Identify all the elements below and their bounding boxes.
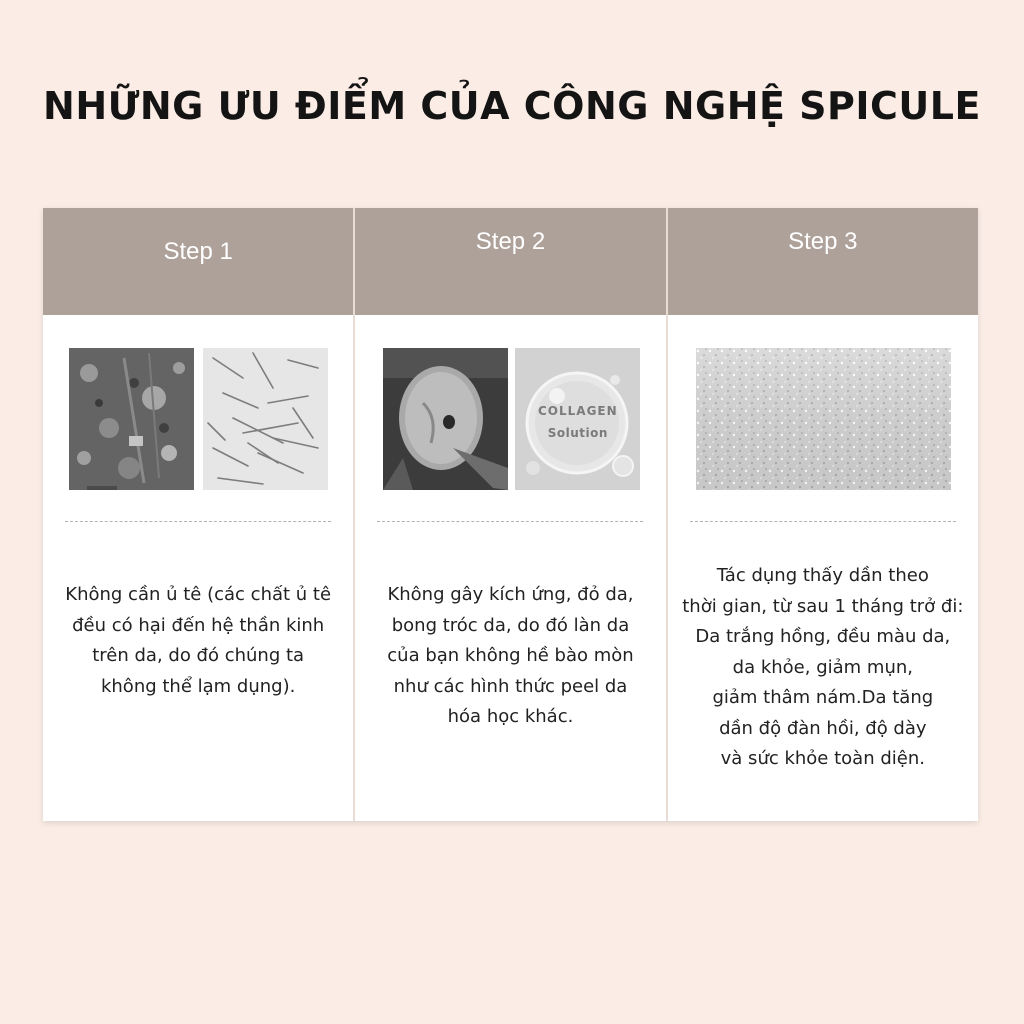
spicule-cross-section-image — [383, 348, 508, 490]
glitter-texture-image — [696, 348, 951, 490]
collagen-label: COLLAGEN — [537, 404, 618, 418]
description-line: như các hình thức peel da — [393, 675, 628, 697]
step-images-3 — [668, 348, 978, 490]
description-line: và sức khỏe toàn diện. — [720, 748, 925, 769]
step-images-2 — [355, 348, 665, 490]
spicule-needles-microscope-image — [203, 348, 328, 490]
step-header-1 — [43, 208, 353, 315]
description-line: không thể lạm dụng). — [100, 675, 296, 697]
description-line: trên da, do đó chúng ta — [92, 645, 305, 666]
collagen-bubble-image — [515, 348, 640, 490]
description-line: thời gian, từ sau 1 tháng trở đi: — [682, 595, 964, 617]
dashed-divider — [377, 521, 643, 522]
step-header-2 — [355, 208, 665, 315]
step-description-2 — [355, 580, 665, 733]
description-line: Tác dụng thấy dần theo — [716, 565, 929, 586]
dashed-divider — [65, 521, 331, 522]
description-line: đều có hại đến hệ thần kinh — [72, 614, 325, 636]
step-label: Step 2 — [475, 228, 546, 255]
description-line: da khỏe, giảm mụn, — [732, 656, 913, 678]
collagen-bubble-graphic — [515, 348, 640, 490]
step-header-3 — [668, 208, 978, 315]
description-line: bong tróc da, do đó làn da — [391, 614, 630, 636]
solution-label: Solution — [547, 426, 608, 440]
step-column-3 — [668, 208, 978, 821]
description-line: Da trắng hồng, đều màu da, — [695, 626, 951, 647]
step-label: Step 1 — [163, 238, 233, 265]
description-line: của bạn không hề bào mòn — [387, 645, 634, 666]
steps-table — [43, 208, 978, 821]
step-description-3 — [668, 561, 978, 775]
dark-particles-microscope-image — [69, 348, 194, 490]
step-description-1 — [43, 580, 353, 702]
description-line: dần độ đàn hồi, độ dày — [719, 717, 927, 739]
description-line: hóa học khác. — [447, 706, 574, 727]
step-column-2 — [355, 208, 665, 821]
step-images-1 — [43, 348, 353, 490]
dashed-divider — [690, 521, 956, 522]
step-label: Step 3 — [788, 228, 858, 255]
page-title: NHỮNG ƯU ĐIỂM CỦA CÔNG NGHỆ SPICULE — [43, 84, 981, 128]
description-line: Không cần ủ tê (các chất ủ tê — [65, 584, 332, 605]
step-column-1 — [43, 208, 353, 821]
description-line: Không gây kích ứng, đỏ da, — [387, 584, 634, 605]
description-line: giảm thâm nám.Da tăng — [712, 687, 934, 708]
